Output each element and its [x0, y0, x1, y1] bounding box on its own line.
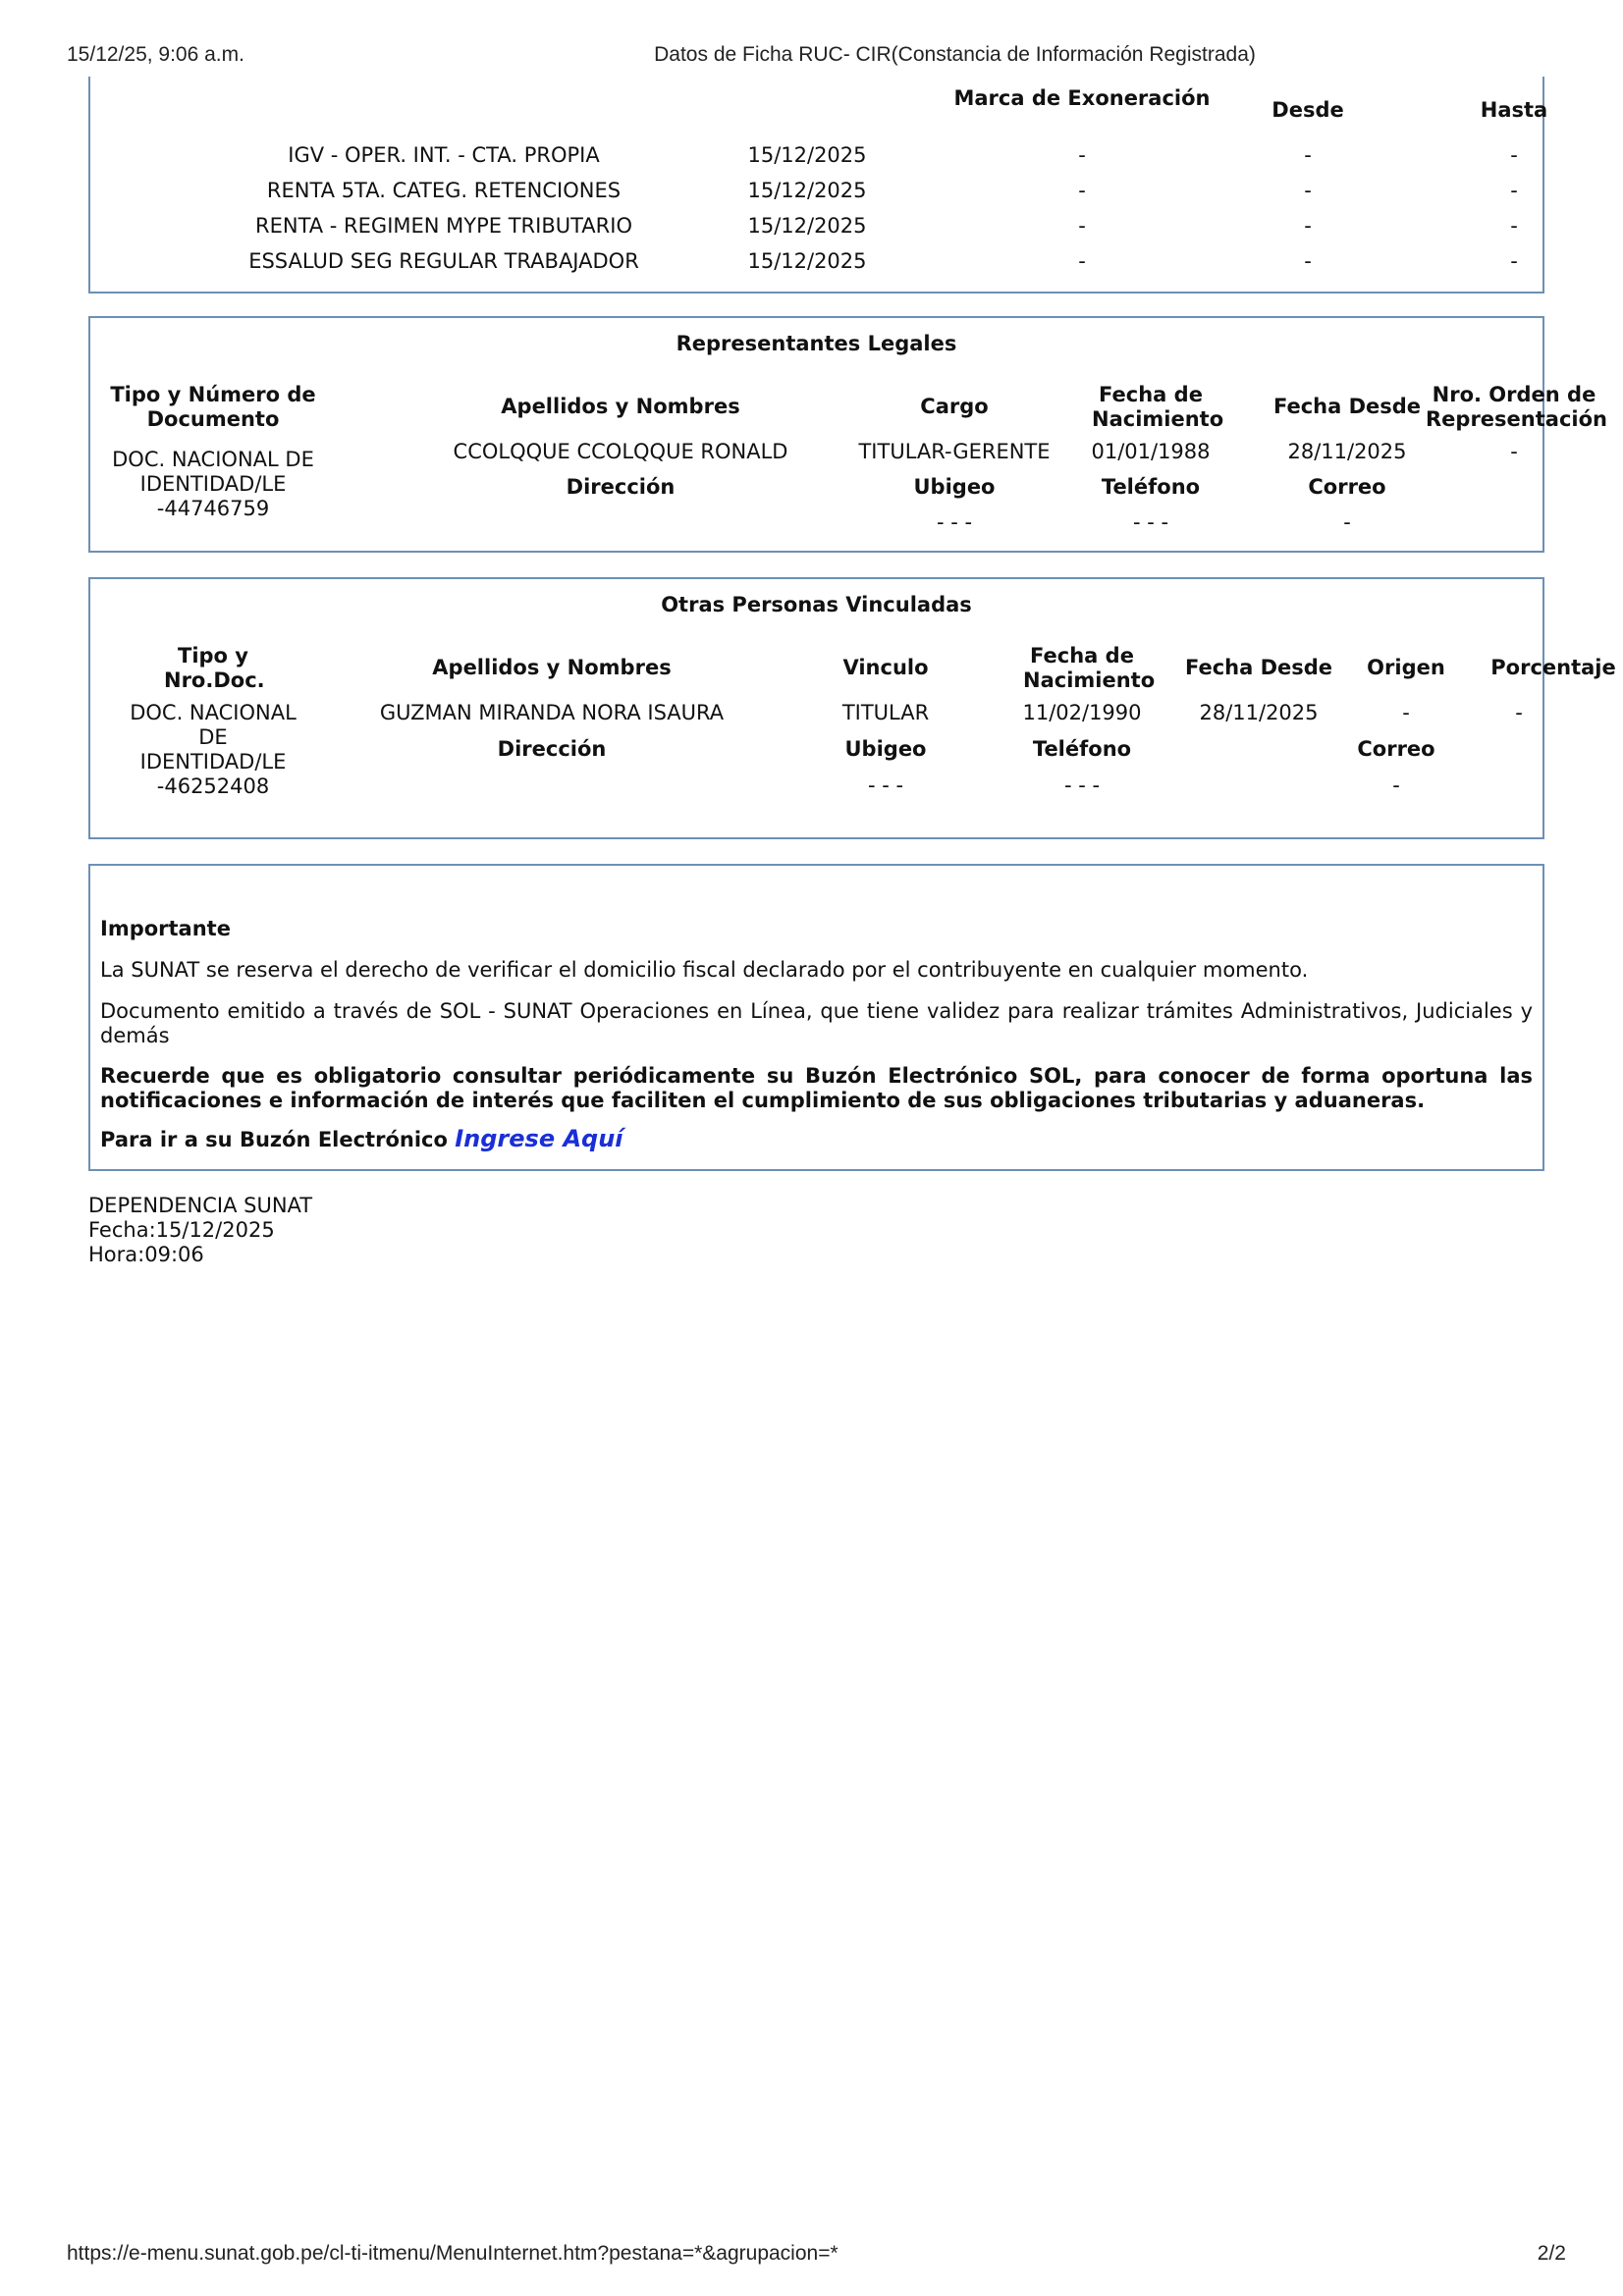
section-title: Representantes Legales [676, 332, 957, 355]
importante-validez-text: Documento emitido a través de SOL - SUNAT Operaciones en Línea, que tiene validez para realizar trámites Administrativos, Judiciales y demás [100, 999, 1533, 1047]
col-header-porcentaje: Porcentaje [1490, 656, 1616, 679]
col-header-vinculo: Vinculo [842, 656, 929, 679]
print-datetime: 15/12/25, 9:06 a.m. [67, 43, 244, 66]
tributo-marca: - [1078, 179, 1086, 202]
tributo-hasta: - [1510, 249, 1518, 273]
rep-cargo: TITULAR-GERENTE [858, 440, 1051, 463]
col-header-direccion: Dirección [566, 475, 676, 499]
col-header-telefono: Teléfono [1032, 737, 1132, 761]
tributo-hasta: - [1510, 143, 1518, 167]
section-title: Otras Personas Vinculadas [661, 593, 972, 616]
page-number: 2/2 [1537, 2242, 1566, 2265]
col-header-fecha-desde: Fecha Desde [1272, 395, 1422, 418]
otra-ubigeo: - - - [867, 774, 904, 797]
col-header-desde: Desde [1271, 98, 1344, 122]
otra-fecha-nacimiento: 11/02/1990 [1022, 701, 1142, 724]
importante-section [88, 864, 1544, 1171]
col-header-apellidos-nombres: Apellidos y Nombres [432, 656, 672, 679]
col-header-origen: Origen [1367, 656, 1445, 679]
tributo-desde: - [1304, 249, 1312, 273]
col-header-correo: Correo [1357, 737, 1435, 761]
tributo-hasta: - [1510, 179, 1518, 202]
col-header-apellidos-nombres: Apellidos y Nombres [501, 395, 740, 418]
importante-heading: Importante [100, 917, 231, 940]
tributo-desde: - [1304, 143, 1312, 167]
otras-personas-section [88, 577, 1616, 839]
tributo-fecha: 15/12/2025 [747, 179, 867, 202]
otra-telefono: - - - [1063, 774, 1101, 797]
col-header-marca: Marca de Exoneración [953, 86, 1211, 110]
col-header-correo: Correo [1308, 475, 1386, 499]
rep-ubigeo: - - - [936, 510, 973, 534]
col-header-fecha-nacimiento: Fecha de Nacimiento [1023, 644, 1156, 692]
tributos-table [88, 77, 1548, 294]
col-header-nro-orden: Nro. Orden de Representación [1426, 383, 1607, 431]
tributo-name: RENTA 5TA. CATEG. RETENCIONES [266, 179, 622, 202]
rep-apellidos-nombres: CCOLQQUE CCOLQQUE RONALD [453, 440, 788, 463]
col-header-fecha-desde: Fecha Desde [1184, 656, 1333, 679]
otra-origen: - [1402, 701, 1410, 724]
dependencia-block [88, 1194, 312, 1267]
col-header-telefono: Teléfono [1101, 475, 1201, 499]
tributo-fecha: 15/12/2025 [747, 143, 867, 167]
dependencia-name: DEPENDENCIA SUNAT [88, 1194, 313, 1217]
col-header-direccion: Dirección [497, 737, 607, 761]
dependencia-fecha: Fecha:15/12/2025 [88, 1218, 275, 1242]
rep-tipo-documento: DOC. NACIONAL DE IDENTIDAD/LE -44746759 [112, 448, 314, 520]
dependencia-hora: Hora:09:06 [88, 1243, 204, 1266]
otra-correo: - [1392, 774, 1400, 797]
representantes-legales-section [88, 316, 1607, 553]
col-header-hasta: Hasta [1480, 98, 1548, 122]
rep-correo: - [1343, 510, 1351, 534]
rep-fecha-nacimiento: 01/01/1988 [1091, 440, 1211, 463]
print-url: https://e-menu.sunat.gob.pe/cl-ti-itmenu/MenuInternet.htm?pestana=*&agrupacion=* [67, 2242, 839, 2265]
importante-buzon-text: Recuerde que es obligatorio consultar periódicamente su Buzón Electrónico SOL, para conocer de forma oportuna las notificaciones e información de interés que faciliten el cumplimiento de sus obligaciones tributarias y aduaneras. [100, 1064, 1533, 1112]
tributo-fecha: 15/12/2025 [747, 249, 867, 273]
tributo-marca: - [1078, 249, 1086, 273]
otra-tipo-documento: DOC. NACIONAL DE IDENTIDAD/LE -46252408 [130, 701, 297, 798]
col-header-cargo: Cargo [920, 395, 989, 418]
tributo-marca: - [1078, 143, 1086, 167]
buzon-link-label: Para ir a su Buzón Electrónico [100, 1128, 448, 1151]
col-header-ubigeo: Ubigeo [844, 737, 927, 761]
tributo-desde: - [1304, 179, 1312, 202]
ingrese-aqui-link[interactable]: Ingrese Aquí [455, 1125, 623, 1152]
otra-apellidos-nombres: GUZMAN MIRANDA NORA ISAURA [379, 701, 725, 724]
col-header-tipo-documento: Tipo y Número de Documento [110, 383, 316, 431]
col-header-tipo-nro-doc: Tipo y Nro.Doc. [164, 644, 265, 692]
tributo-name: ESSALUD SEG REGULAR TRABAJADOR [248, 249, 639, 273]
buzon-link-line [100, 1127, 1533, 1152]
otra-porcentaje: - [1515, 701, 1523, 724]
otra-fecha-desde: 28/11/2025 [1199, 701, 1319, 724]
col-header-fecha-nacimiento: Fecha de Nacimiento [1092, 383, 1224, 431]
col-header-ubigeo: Ubigeo [913, 475, 996, 499]
tributo-desde: - [1304, 214, 1312, 238]
rep-fecha-desde: 28/11/2025 [1287, 440, 1407, 463]
tributo-name: RENTA - REGIMEN MYPE TRIBUTARIO [255, 214, 632, 238]
tributo-hasta: - [1510, 214, 1518, 238]
otra-vinculo: TITULAR [841, 701, 930, 724]
rep-nro-orden: - [1510, 440, 1518, 463]
tributo-fecha: 15/12/2025 [747, 214, 867, 238]
importante-domicilio-text: La SUNAT se reserva el derecho de verificar el domicilio fiscal declarado por el contribuyente en cualquier momento. [100, 958, 1309, 982]
rep-telefono: - - - [1132, 510, 1169, 534]
print-title: Datos de Ficha RUC- CIR(Constancia de Información Registrada) [654, 43, 1256, 66]
tributo-name: IGV - OPER. INT. - CTA. PROPIA [288, 143, 600, 167]
tributo-marca: - [1078, 214, 1086, 238]
